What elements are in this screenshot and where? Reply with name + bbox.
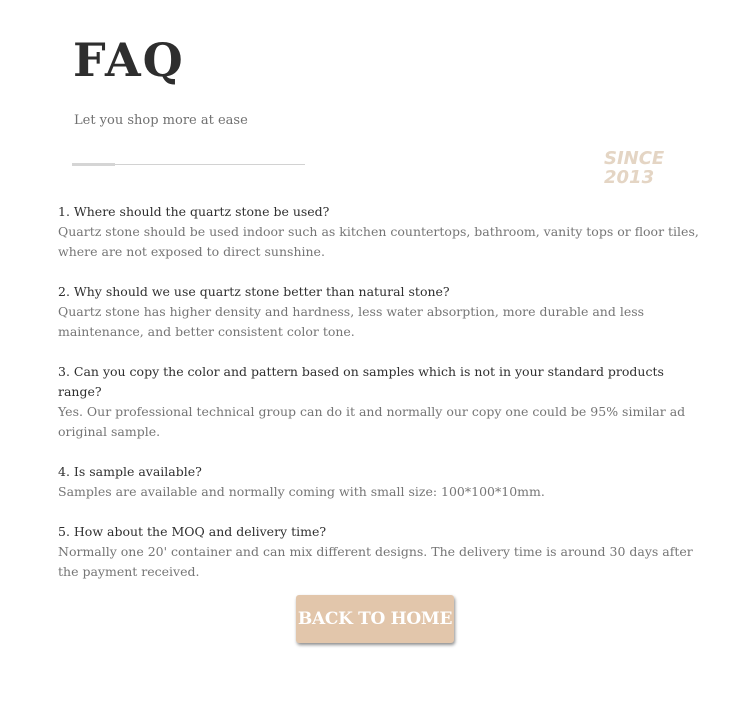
faq-answer: Samples are available and normally coming with small size: 100*100*10mm. <box>58 484 545 499</box>
since-badge <box>604 149 664 187</box>
faq-answer: Quartz stone should be used indoor such as kitchen countertops, bathroom, vanity tops or floor tiles, where are not exposed to direct sunshine. <box>58 224 699 259</box>
faq-answer: Yes. Our professional technical group can do it and normally our copy one could be 95% similar ad original sample. <box>58 404 686 439</box>
faq-answer: Quartz stone has higher density and hardness, less water absorption, more durable and less maintenance, and better consistent color tone. <box>58 304 645 339</box>
faq-item <box>58 202 710 262</box>
back-to-home-button[interactable]: BACK TO HOME <box>296 595 454 643</box>
faq-item <box>58 362 710 442</box>
faq-item <box>58 462 710 502</box>
faq-question: 1. Where should the quartz stone be used? <box>58 204 330 219</box>
faq-question: 5. How about the MOQ and delivery time? <box>58 524 327 539</box>
faq-item <box>58 282 710 342</box>
faq-list <box>58 202 710 602</box>
since-year: 2013 <box>604 167 655 188</box>
page-subtitle: Let you shop more at ease <box>74 113 248 128</box>
faq-item <box>58 522 710 582</box>
faq-question: 2. Why should we use quartz stone better than natural stone? <box>58 284 450 299</box>
title-divider-accent <box>72 163 115 166</box>
faq-question: 3. Can you copy the color and pattern based on samples which is not in your standard products range? <box>58 364 664 399</box>
since-label: SINCE <box>604 148 665 169</box>
faq-answer: Normally one 20' container and can mix different designs. The delivery time is around 30 days after the payment received. <box>58 544 693 579</box>
page-title: FAQ <box>73 33 185 87</box>
faq-question: 4. Is sample available? <box>58 464 202 479</box>
